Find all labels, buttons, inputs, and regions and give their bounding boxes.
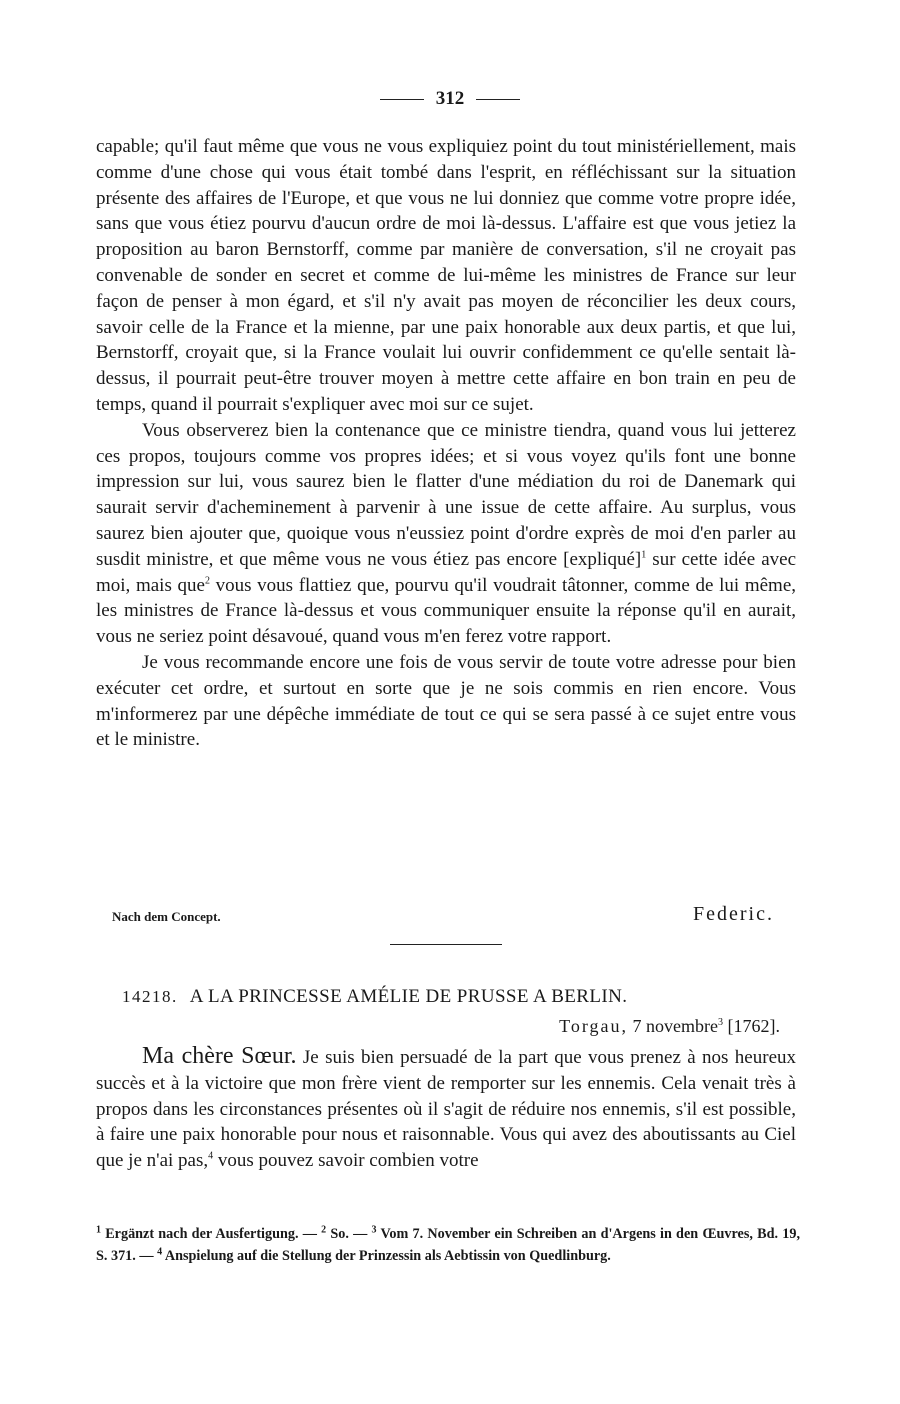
paragraph-2-part-a: Vous observerez bien la contenance que ce ministre tiendra, quand vous lui jetterez ces propos, toujours comme vos propres idées; et si vous voyez qu'ils font une bonne impression sur lui, vous saurez bien le flatter d'une médiation du roi de Danemark qui saurait servir d'acheminement à parvenir à une issue de cette affaire. Au surplus, vous saurez bien ajouter que, quoique vous n'eussiez point d'ordre exprès de moi d'en parler au susdit ministre, et que même vous ne vous étiez pas encore [expliqué]: [96, 419, 796, 570]
page-number: [0, 88, 900, 110]
salutation: Ma chère Sœur.: [142, 1043, 297, 1069]
dateline-date: 7 novembre: [632, 1016, 718, 1036]
footnote-mark-1: 1: [96, 1224, 101, 1236]
page-number-text: 312: [435, 88, 465, 109]
footnote-ref-1: 1: [641, 549, 647, 561]
footnote-mark-3: 3: [371, 1224, 377, 1236]
signature-line: [96, 903, 796, 929]
dateline-year: [1762].: [727, 1016, 780, 1036]
footnote-ref-2: 2: [204, 575, 210, 587]
footnote-1-text: Ergänzt nach der Ausfertigung. —: [101, 1226, 322, 1242]
letter-title: A LA PRINCESSE AMÉLIE DE PRUSSE A BERLIN.: [189, 986, 628, 1007]
paragraph-1: capable; qu'il faut même que vous ne vous expliquiez point du tout ministériellement, mais comme d'une chose qui vous était tombé dans l'esprit, en réfléchissant sur la situation présente des affaires de l'Europe, et que vous ne lui donniez que comme votre propre idée, sans que vous étiez pourvu d'aucun ordre de moi là-dessus. L'affaire est que vous jetiez la proposition au baron Bernstorff, comme par manière de conversation, s'il ne croyait pas convenable de sonder en secret et comme de lui-même les ministres de France sur leur façon de penser à mon égard, et s'il n'y avait pas moyen de réconcilier les deux cours, savoir celle de la France et la mienne, par une paix honorable aux deux partis, et que lui, Bernstorff, croyait que, si la France voulait lui ouvrir confidemment ce qu'elle sentait là-dessus, il pourrait peut-être trouver moyen à mettre cette affaire en bon train en peu de temps, quand il pourrait s'expliquer avec moi sur ce sujet.: [96, 136, 796, 415]
footnote-2-text: So. —: [326, 1226, 372, 1242]
footnote-3-text: Vom 7. November ein Schreiben an d'Argens in den Œuvres, Bd. 19, S. 371. —: [96, 1226, 800, 1264]
signature: Federic.: [693, 903, 774, 925]
page-number-rule-left: [380, 99, 424, 100]
footnote-2: [321, 1226, 371, 1242]
footnote-4-text: Anspielung auf die Stellung der Prinzessin als Aebtissin von Quedlinburg.: [162, 1247, 611, 1264]
dateline-place: Torgau,: [559, 1016, 629, 1036]
letter2-text-a: Je suis bien persuadé de la part que vous prenez à nos heureux succès et à la victoire que mon frère vient de remporter sur les ennemis. Cela venait très à propos dans les circonstances présentes où il s'agit de réduire nos ennemis, s'il est possible, à faire une paix honorable pour nous et raisonnable. Vous qui avez des aboutissants au Ciel que je n'ai pas,: [96, 1047, 797, 1172]
letter-body-continued: [96, 134, 796, 753]
paragraph-2-part-b: sur cette idée avec moi, mais que: [96, 548, 797, 596]
footnote-1: [96, 1226, 321, 1242]
page-number-rule-right: [476, 99, 520, 100]
footnote-ref-4: 4: [208, 1150, 214, 1162]
source-note: Nach dem Concept.: [112, 909, 221, 924]
dateline: [559, 1016, 780, 1037]
footnote-4: [157, 1245, 611, 1264]
letter2-body: [96, 1044, 796, 1174]
section-divider: [390, 944, 502, 945]
footnote-mark-2: 2: [321, 1224, 327, 1236]
paragraph-2-part-c: vous vous flattiez que, pourvu qu'il voudrait tâtonner, comme de lui même, les ministres de France là-dessus et vous communiquer ensuite la réponse qu'il en aurait, vous ne seriez point désavoué, quand vous m'en ferez votre rapport.: [96, 574, 796, 648]
letter-number: 14218.: [122, 987, 178, 1006]
footnote-mark-4: 4: [157, 1245, 163, 1257]
paragraph-2: [96, 418, 796, 650]
letter-heading: [122, 986, 782, 1008]
letter2-paragraph: [96, 1044, 796, 1174]
footnote-ref-3: 3: [718, 1017, 723, 1028]
letter2-text-b: vous pouvez savoir combien votre: [213, 1150, 479, 1172]
footnotes: [96, 1224, 800, 1267]
paragraph-3: Je vous recommande encore une fois de vous servir de toute votre adresse pour bien exécuter cet ordre, et surtout en sorte que je ne sois commis en rien encore. Vous m'informerez par une dépêche immédiate de tout ce qui se sera passé à ce sujet entre vous et le ministre.: [96, 651, 796, 751]
